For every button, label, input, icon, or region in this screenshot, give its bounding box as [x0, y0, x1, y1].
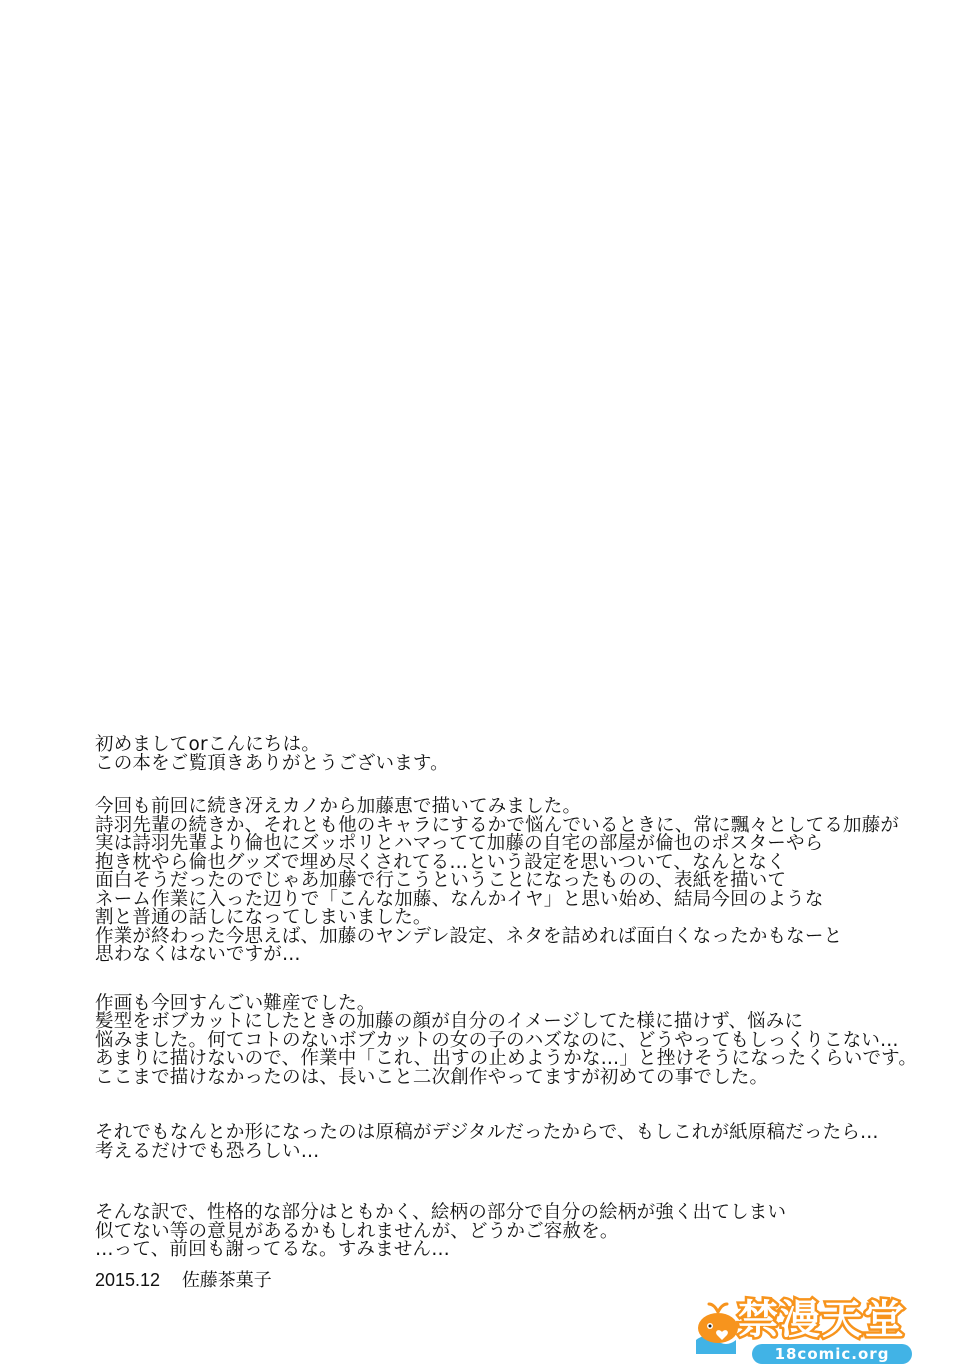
text-line: 作画も今回すんごい難産でした。 [95, 992, 376, 1014]
text-line: …って、前回も謝ってるな。すみません… [95, 1239, 450, 1260]
text-line: 似てない等の意見があるかもしれませんが、どうかご容赦を。 [95, 1220, 619, 1242]
text-line: あまりに描けないので、作業中「これ、出すの止めようかな…」と挫けそうになったくらいです。 [95, 1048, 918, 1069]
text-line: 詩羽先輩の続きか、それとも他のキャラにするかで悩んでいるときに、常に飄々としてる加藤が [95, 814, 900, 836]
signature-date: 2015.12 [95, 1270, 161, 1290]
paragraph-story [95, 798, 925, 965]
watermark-domain: 18comic.org [752, 1344, 912, 1364]
text-line: 作業が終わった今思えば、加藤のヤンデレ設定、ネタを詰めれば面白くなったかもなーと [95, 925, 843, 947]
afterword-text [95, 736, 925, 1260]
paragraph-drawing [95, 992, 925, 1088]
text-line: 考えるだけでも恐ろしい… [95, 1140, 320, 1162]
paragraph-apology [95, 1204, 925, 1260]
text-line: 抱き枕やら倫也グッズで埋め尽くされてる…という設定を思いついて、なんとなく [95, 851, 786, 873]
text-line: 悩みました。何てコトのないボブカットの女の子のハズなのに、どうやってもしっくりこない… [95, 1029, 899, 1051]
text-line: 思わなくはないですが… [95, 944, 301, 965]
watermark-title: 禁漫天堂 [738, 1297, 906, 1343]
text-line: この本をご覧頂きありがとうございます。 [95, 752, 449, 774]
text-line: 面白そうだったのでじゃあ加藤で行こうということになったものの、表紙を描いて [95, 870, 787, 891]
text-line: そんな訳で、性格的な部分はともかく、絵柄の部分で自分の絵柄が強く出てしまい [95, 1202, 787, 1223]
text-line: 髪型をボブカットにしたときの加藤の顔が自分のイメージしてた様に描けず、悩みに [95, 1011, 804, 1032]
signature-author: 佐藤茶菓子 [181, 1270, 272, 1291]
text-line: 初めましてorこんにちは。 [95, 734, 321, 755]
paragraph-greeting [95, 736, 925, 773]
paragraph-digital [95, 1124, 925, 1161]
text-line: それでもなんとか形になったのは原稿がデジタルだったからで、もしこれが紙原稿だったら… [95, 1122, 879, 1143]
signature [95, 1270, 272, 1291]
text-line: 今回も前回に続き冴えカノから加藤恵で描いてみました。 [95, 796, 582, 817]
text-line: 実は詩羽先輩より倫也にズッポリとハマってて加藤の自宅の部屋が倫也のポスターやら [95, 833, 824, 854]
watermark-logo [688, 1290, 918, 1366]
text-line: 割と普通の話しになってしまいました。 [95, 907, 432, 928]
text-line: ネーム作業に入った辺りで「こんな加藤、なんかイヤ」と思い始め、結局今回のような [95, 888, 824, 910]
text-line: ここまで描けなかったのは、長いこと二次創作やってますが初めての事でした。 [95, 1066, 769, 1088]
